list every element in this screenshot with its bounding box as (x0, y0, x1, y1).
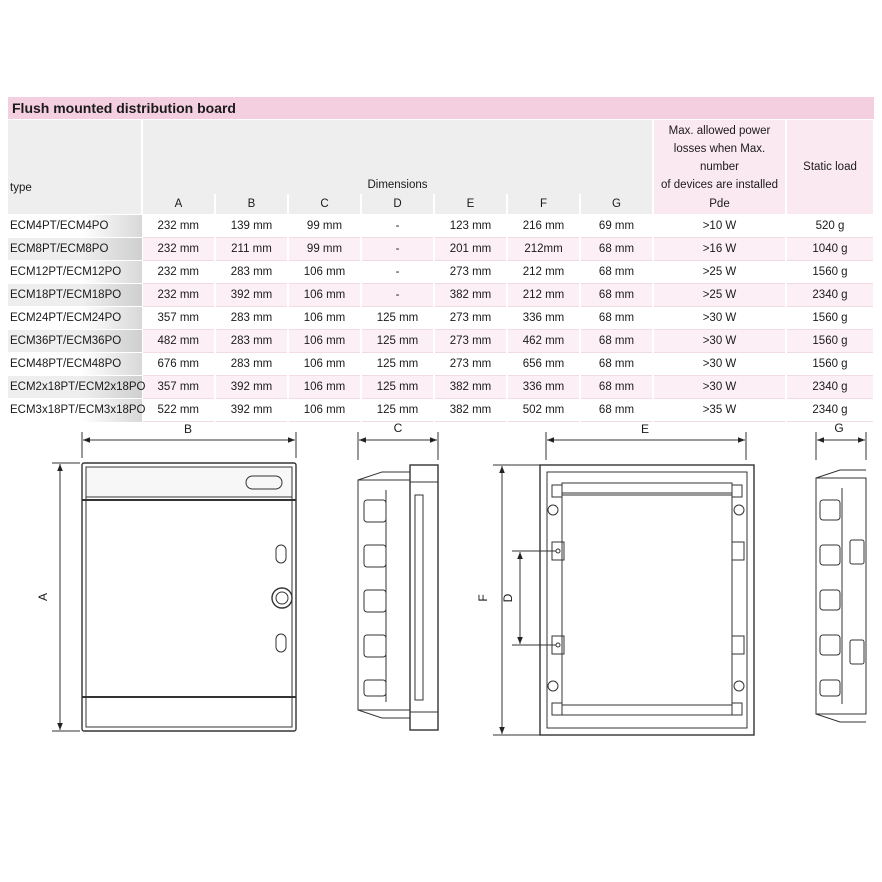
table-row (8, 215, 874, 238)
cell-pde: >16 W (653, 238, 786, 261)
cell-b: 139 mm (215, 215, 288, 238)
table-row (8, 399, 874, 422)
cell-load: 2340 g (786, 284, 874, 307)
cell-g: 68 mm (580, 376, 653, 399)
cell-b: 283 mm (215, 307, 288, 330)
cell-g: 68 mm (580, 399, 653, 422)
cell-b: 283 mm (215, 330, 288, 353)
cell-f: 462 mm (507, 330, 580, 353)
cell-c: 106 mm (288, 376, 361, 399)
cell-a: 232 mm (142, 261, 215, 284)
cell-pde: >10 W (653, 215, 786, 238)
power-loss-line-2: losses when Max. number (673, 143, 766, 173)
cell-g: 68 mm (580, 330, 653, 353)
cell-b: 211 mm (215, 238, 288, 261)
table-title: Flush mounted distribution board (8, 97, 874, 120)
front-width-label: B (183, 422, 193, 436)
table-row (8, 376, 874, 399)
cell-g: 68 mm (580, 261, 653, 284)
cell-c: 99 mm (288, 215, 361, 238)
table-row (8, 330, 874, 353)
cell-f: 502 mm (507, 399, 580, 422)
cell-e: 273 mm (434, 307, 507, 330)
side-depth-label: C (393, 421, 403, 435)
cell-a: 676 mm (142, 353, 215, 376)
cell-g: 69 mm (580, 215, 653, 238)
cell-g: 68 mm (580, 284, 653, 307)
type-header: type (8, 120, 142, 215)
cell-e: 123 mm (434, 215, 507, 238)
cell-a: 357 mm (142, 376, 215, 399)
cell-e: 382 mm (434, 399, 507, 422)
dimensions-header: Dimensions (142, 120, 653, 195)
cell-load: 1040 g (786, 238, 874, 261)
dimension-sheet (8, 97, 874, 422)
column-header-g: G (580, 194, 653, 215)
cell-f: 336 mm (507, 307, 580, 330)
column-header-b: B (215, 194, 288, 215)
cell-c: 99 mm (288, 238, 361, 261)
cell-b: 283 mm (215, 261, 288, 284)
cell-e: 201 mm (434, 238, 507, 261)
cell-b: 283 mm (215, 353, 288, 376)
power-loss-header (653, 120, 786, 195)
cell-load: 1560 g (786, 307, 874, 330)
cell-d: 125 mm (361, 399, 434, 422)
row-type-cell: ECM2x18PT/ECM2x18PO (8, 376, 142, 399)
cell-d: - (361, 215, 434, 238)
row-type-cell: ECM8PT/ECM8PO (8, 238, 142, 261)
cell-load: 1560 g (786, 353, 874, 376)
cell-b: 392 mm (215, 284, 288, 307)
cell-c: 106 mm (288, 330, 361, 353)
inner-width-label: E (640, 422, 650, 436)
column-header-f: F (507, 194, 580, 215)
row-type-cell: ECM4PT/ECM4PO (8, 215, 142, 238)
flange-view-drawing (816, 432, 866, 722)
row-type-cell: ECM36PT/ECM36PO (8, 330, 142, 353)
cell-pde: >30 W (653, 376, 786, 399)
cell-f: 212 mm (507, 261, 580, 284)
column-header-d: D (361, 194, 434, 215)
row-type-cell: ECM24PT/ECM24PO (8, 307, 142, 330)
cell-a: 357 mm (142, 307, 215, 330)
cell-a: 522 mm (142, 399, 215, 422)
inner-height-label: F (476, 594, 490, 602)
front-height-label: A (36, 592, 50, 602)
cell-pde: >30 W (653, 330, 786, 353)
cell-d: 125 mm (361, 376, 434, 399)
inner-view-drawing (493, 432, 754, 735)
cell-f: 216 mm (507, 215, 580, 238)
cell-a: 232 mm (142, 238, 215, 261)
row-type-cell: ECM48PT/ECM48PO (8, 353, 142, 376)
cell-d: - (361, 284, 434, 307)
power-loss-line-3: of devices are installed (661, 179, 778, 191)
cell-c: 106 mm (288, 353, 361, 376)
cell-load: 2340 g (786, 376, 874, 399)
cell-c: 106 mm (288, 261, 361, 284)
cell-f: 212mm (507, 238, 580, 261)
cell-f: 656 mm (507, 353, 580, 376)
column-header-e: E (434, 194, 507, 215)
cell-g: 68 mm (580, 238, 653, 261)
cell-e: 273 mm (434, 261, 507, 284)
static-load-header: Static load (786, 120, 874, 215)
cell-e: 273 mm (434, 353, 507, 376)
cell-a: 482 mm (142, 330, 215, 353)
cell-a: 232 mm (142, 215, 215, 238)
cell-e: 382 mm (434, 376, 507, 399)
column-header-c: C (288, 194, 361, 215)
front-view-drawing (52, 432, 296, 731)
flange-depth-label: G (834, 421, 844, 435)
cell-d: 125 mm (361, 353, 434, 376)
cell-e: 273 mm (434, 330, 507, 353)
table-row (8, 284, 874, 307)
cell-d: 125 mm (361, 307, 434, 330)
power-loss-line-1: Max. allowed power (668, 125, 771, 137)
rail-spacing-label: D (501, 593, 515, 603)
cell-f: 212 mm (507, 284, 580, 307)
side-view-drawing (358, 432, 438, 730)
row-type-cell: ECM18PT/ECM18PO (8, 284, 142, 307)
cell-pde: >25 W (653, 261, 786, 284)
cell-a: 232 mm (142, 284, 215, 307)
table-row (8, 307, 874, 330)
table-body (8, 215, 874, 422)
cell-c: 106 mm (288, 284, 361, 307)
cell-g: 68 mm (580, 353, 653, 376)
cell-d: 125 mm (361, 330, 434, 353)
cell-g: 68 mm (580, 307, 653, 330)
cell-pde: >30 W (653, 307, 786, 330)
cell-load: 520 g (786, 215, 874, 238)
cell-c: 106 mm (288, 399, 361, 422)
table-row (8, 261, 874, 284)
row-type-cell: ECM12PT/ECM12PO (8, 261, 142, 284)
cell-c: 106 mm (288, 307, 361, 330)
table-row (8, 238, 874, 261)
cell-load: 1560 g (786, 261, 874, 284)
cell-d: - (361, 261, 434, 284)
column-header-a: A (142, 194, 215, 215)
cell-pde: >35 W (653, 399, 786, 422)
dimensions-table (8, 97, 875, 422)
table-row (8, 353, 874, 376)
cell-load: 1560 g (786, 330, 874, 353)
cell-load: 2340 g (786, 399, 874, 422)
row-type-cell: ECM3x18PT/ECM3x18PO (8, 399, 142, 422)
cell-f: 336 mm (507, 376, 580, 399)
cell-d: - (361, 238, 434, 261)
cell-e: 382 mm (434, 284, 507, 307)
pde-header: Pde (653, 194, 786, 215)
cell-b: 392 mm (215, 399, 288, 422)
cell-pde: >30 W (653, 353, 786, 376)
cell-b: 392 mm (215, 376, 288, 399)
cell-pde: >25 W (653, 284, 786, 307)
